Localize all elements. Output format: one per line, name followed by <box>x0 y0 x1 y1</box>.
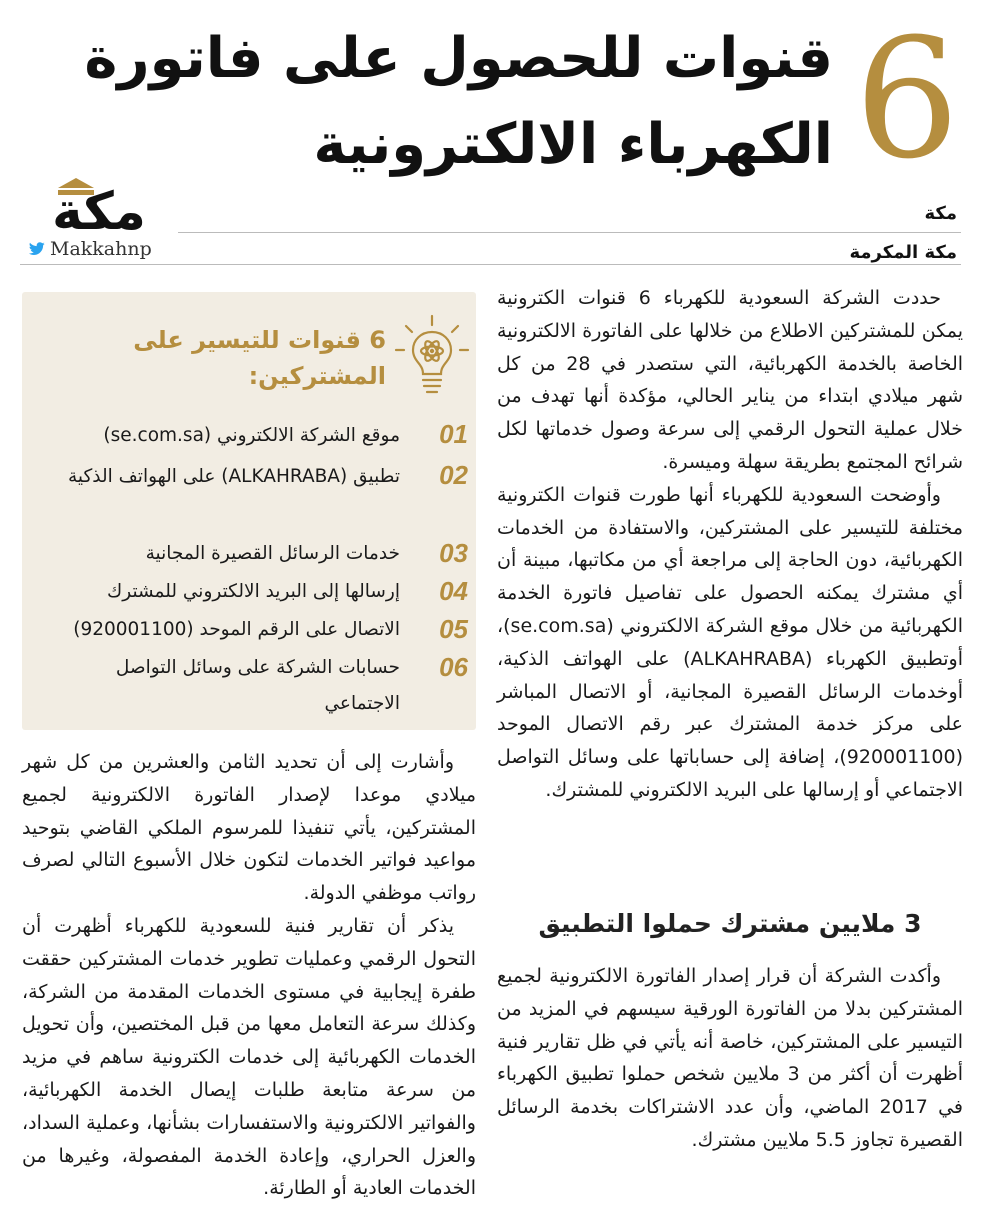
list-item-text: تطبيق (ALKAHRABA) على الهواتف الذكية <box>67 466 400 487</box>
headline-number: 6 <box>854 3 960 195</box>
list-item-number: 03 <box>439 538 468 568</box>
location-region: مكة المكرمة <box>849 242 957 263</box>
list-item-number: 02 <box>439 460 468 490</box>
list-item-text: خدمات الرسائل القصيرة المجانية <box>145 543 400 564</box>
headline-line-1: قنوات للحصول على فاتورة <box>84 26 833 91</box>
list-item-text: إرسالها إلى البريد الالكتروني للمشترك <box>107 581 400 602</box>
logo-text: مكة <box>52 182 146 242</box>
list-item-number: 04 <box>439 576 468 606</box>
location-city: مكة <box>924 203 957 224</box>
list-item-number: 05 <box>439 614 468 644</box>
list-item-number: 01 <box>439 419 468 449</box>
article-subhead: 3 ملايين مشترك حملوا التطبيق <box>538 909 922 938</box>
list-item-number: 06 <box>439 652 468 682</box>
article-right-column-continued <box>497 960 963 1157</box>
sidebar-title: 6 قنوات للتيسير على المشتركين: <box>133 326 386 390</box>
lightbulb-atom-icon <box>394 314 470 400</box>
sidebar-box <box>22 292 476 730</box>
list-item-text: حسابات الشركة على وسائل التواصل الاجتماعي <box>115 657 400 714</box>
twitter-bird-icon <box>28 242 46 256</box>
article-left-column <box>22 746 476 1205</box>
paragraph: وأكدت الشركة أن قرار إصدار الفاتورة الالكترونية لجميع المشتركين بدلا من الفاتورة الورقية سيسهم في المزيد من التيسير على المشتركين، خاصة أنه يأتي في ظل تقارير فنية أظهرت أن أكثر من 3 ملايين شخص حملوا تطبيق الكهرباء في 2017 الماضي، وأن عدد الاشتراكات بخدمة الرسائل القصيرة تجاوز 5.5 ملايين مشترك. <box>497 965 963 1151</box>
divider <box>20 264 961 265</box>
headline-line-2: الكهرباء الالكترونية <box>313 112 833 177</box>
paragraph: وأوضحت السعودية للكهرباء أنها طورت قنوات الكترونية مختلفة للتيسير على المشتركين، والاستفادة من الخدمات الكهربائية، دون الحاجة إلى مراجعة أي من مكاتبها، مبينة أن أي مشترك يمكنه الحصول على تفاصيل فاتورة الخدمة الكهربائية من خلال موقع الشركة الالكتروني (se.com.sa)، أوتطبيق الكهرباء (ALKAHRABA) على الهواتف الذكية، أوخدمات الرسائل القصيرة المجانية، أو الاتصال المباشر على مركز خدمة المشترك عبر رقم الاتصال الموحد (920001100)، إضافة إلى حساباتها على وسائل التواصل الاجتماعي أو إرسالها على البريد الالكتروني للمشترك. <box>497 483 963 801</box>
list-item-text: الاتصال على الرقم الموحد (920001100) <box>73 619 400 640</box>
twitter-handle: Makkahnp <box>50 238 152 260</box>
paragraph: وأشارت إلى أن تحديد الثامن والعشرين من كل شهر ميلادي موعدا لإصدار الفاتورة الالكترونية لجميع المشتركين، يأتي تنفيذا للمرسوم الملكي القاضي بتوحيد مواعيد فواتير الخدمات لتكون خلال الأسبوع التالي لصرف رواتب موظفي الدولة. <box>22 751 476 905</box>
paragraph: يذكر أن تقارير فنية للسعودية للكهرباء أظهرت أن التحول الرقمي وعمليات تطوير خدمات المشتركين حققت طفرة إيجابية في مستوى الخدمات المقدمة من الشركة، وكذلك سرعة التعامل معها من قبل المختصين، وأن تحويل الخدمات الكهربائية إلى خدمات الكترونية ساهم في مزيد من سرعة متابعة طلبات إيصال الخدمة الكهربائية، والفواتير الالكترونية والاستفسارات بشأنها، وعملية السداد، والعزل الحراري، وإعادة الخدمة المفصولة، وغيرها من الخدمات العادية أو الطارئة. <box>22 914 476 1200</box>
list-item-text: موقع الشركة الالكتروني (se.com.sa) <box>103 425 400 446</box>
paragraph: حددت الشركة السعودية للكهرباء 6 قنوات الكترونية يمكن للمشتركين الاطلاع من خلالها على الفاتورة الالكترونية الخاصة بالخدمة الكهربائية، التي ستصدر في 28 من كل شهر ميلادي ابتداء من يناير الحالي، مؤكدة أنها تهدف من خلال عملية التحول الرقمي إلى سرعة وصول خدماتها لكل شرائح المجتمع بطريقة سهلة وميسرة. <box>497 287 964 473</box>
divider <box>178 232 961 233</box>
article-right-column <box>497 282 963 807</box>
